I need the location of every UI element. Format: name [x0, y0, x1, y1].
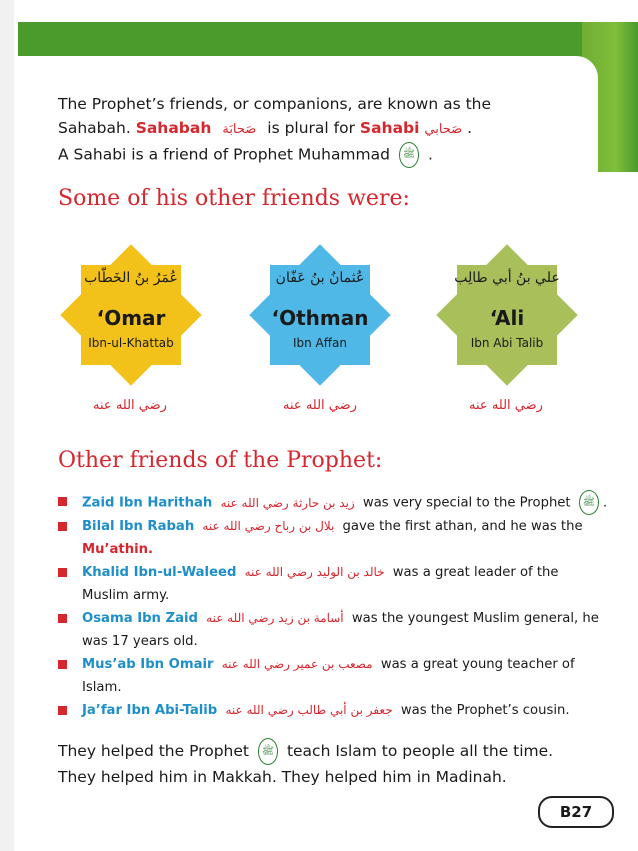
outro-line-1 — [58, 738, 618, 765]
friend-description-line-2: Mu’athin. — [82, 542, 154, 557]
friend-description: was a great young teacher of Islam. — [82, 657, 575, 695]
ali-name: ‘Ali — [489, 306, 525, 330]
friend-name: Bilal Ibn Rabah — [82, 519, 195, 534]
star-othman-content — [245, 240, 395, 390]
bullet-icon — [58, 660, 67, 669]
intro-sahabah-text: Sahabah. — [58, 119, 131, 137]
friend-name: Zaid Ibn Harithah — [82, 495, 213, 511]
list-item-khalid — [56, 561, 616, 607]
omar-subtitle: Ibn-ul-Khattab — [88, 336, 174, 350]
intro-line-3 — [58, 142, 578, 168]
omar-arabic: عُمَرُ بنُ الخَطّاب — [84, 270, 178, 286]
list-item-musab — [56, 653, 616, 699]
othman-radi: رضي الله عنه — [283, 398, 357, 413]
sahabi-arabic: صَحابي — [424, 122, 463, 137]
intro-line-3-end: . — [427, 145, 433, 164]
sahabi-term: Sahabi — [359, 119, 420, 137]
pbuh-icon: ﷺ — [399, 142, 419, 168]
list-item-osama — [56, 607, 616, 653]
list-item-zaid — [56, 490, 616, 515]
heading-other-friends-were: Some of his other friends were: — [58, 186, 410, 211]
othman-name: ‘Othman — [271, 306, 369, 330]
outro-paragraph — [58, 738, 618, 790]
other-friends-list — [56, 490, 616, 722]
outro-line-1-end: teach Islam to people all the time. — [286, 742, 554, 760]
list-item-bilal — [56, 515, 616, 561]
star-othman — [245, 240, 395, 390]
ali-arabic: علي بنُ أبي طالِب — [454, 270, 560, 286]
friend-arabic: زيد بن حارثة رضي الله عنه — [220, 495, 355, 510]
friend-description: was the youngest Muslim general, he — [351, 611, 599, 626]
bullet-icon — [58, 614, 67, 623]
star-ali-content — [432, 240, 582, 390]
othman-subtitle: Ibn Affan — [292, 336, 347, 350]
plural-text: is plural for — [267, 119, 355, 137]
bullet-icon — [58, 497, 67, 506]
othman-arabic: عُثمانُ بنُ عَفّان — [275, 270, 365, 286]
top-green-band — [18, 22, 638, 58]
intro-line-2 — [58, 116, 578, 142]
sahabah-arabic: صَحابَة — [222, 122, 257, 137]
ali-radi: رضي الله عنه — [469, 398, 543, 413]
friend-name: Ja’far Ibn Abi-Talib — [82, 703, 218, 718]
outro-line-2: They helped him in Makkah. They helped him in Madinah. — [58, 768, 507, 786]
intro-line-2-end: . — [467, 119, 473, 137]
friend-arabic: بلال بن رباح رضي الله عنه — [202, 519, 335, 533]
bullet-icon — [58, 522, 67, 531]
sahabah-term: Sahabah — [135, 119, 212, 137]
friend-name: Osama Ibn Zaid — [82, 611, 198, 626]
friend-name: Khalid Ibn-ul-Waleed — [82, 565, 237, 580]
intro-paragraph — [58, 92, 578, 168]
star-omar-content — [56, 240, 206, 390]
friend-arabic: جعفر بن أبي طالب رضي الله عنه — [225, 703, 393, 717]
pbuh-icon: ﷺ — [258, 738, 278, 765]
ali-subtitle: Ibn Abi Talib — [470, 336, 544, 350]
friend-description: was the Prophet’s cousin. — [400, 703, 570, 718]
heading-other-friends-prophet: Other friends of the Prophet: — [58, 448, 383, 473]
friend-description-line-2: was 17 years old. — [82, 634, 198, 649]
omar-name: ‘Omar — [96, 306, 166, 330]
friend-name: Mus’ab Ibn Omair — [82, 657, 214, 672]
intro-line-1: The Prophet’s friends, or companions, are known as the — [58, 95, 492, 113]
friend-arabic: أسامة بن زيد رضي الله عنه — [206, 611, 344, 625]
friend-arabic: خالد بن الوليد رضي الله عنه — [244, 565, 385, 579]
pbuh-icon: ﷺ — [579, 490, 599, 515]
star-omar — [56, 240, 206, 390]
page-left-edge — [0, 0, 14, 851]
list-item-jafar — [56, 699, 616, 722]
friend-description: was a great leader of the — [392, 565, 559, 580]
friend-description: gave the first athan, and he was the — [342, 519, 583, 534]
page-number: B27 — [538, 796, 614, 828]
intro-line-3-text: A Sahabi is a friend of Prophet Muhammad — [58, 145, 390, 164]
bullet-icon — [58, 568, 67, 577]
friend-arabic: مصعب بن عمير رضي الله عنه — [221, 657, 373, 671]
outro-line-1-text: They helped the Prophet — [58, 742, 249, 760]
star-ali — [432, 240, 582, 390]
bullet-icon — [58, 706, 67, 715]
friend-description-line-2: Muslim army. — [82, 588, 170, 603]
friend-description-end: . — [602, 495, 608, 511]
omar-radi: رضي الله عنه — [93, 398, 167, 413]
friend-description: was very special to the Prophet — [362, 495, 571, 511]
